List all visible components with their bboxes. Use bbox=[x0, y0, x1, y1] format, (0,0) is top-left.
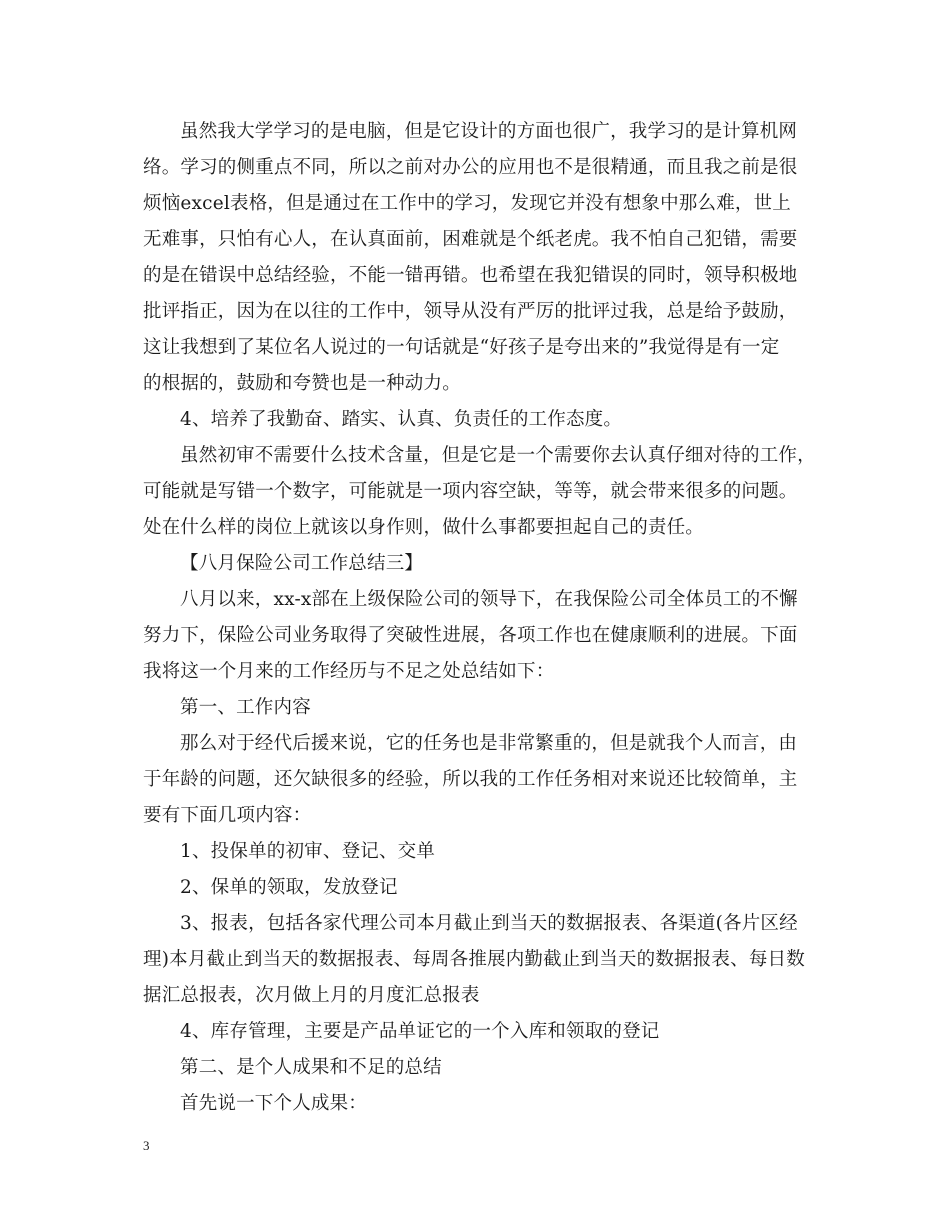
paragraph-line: 据汇总报表，次月做上月的月度汇总报表 bbox=[143, 985, 480, 1006]
paragraph-line: 无难事，只怕有心人，在认真面前，困难就是个纸老虎。我不怕自己犯错，需要 bbox=[143, 229, 798, 250]
subheading: 第一、工作内容 bbox=[180, 697, 311, 718]
paragraph-line: 那么对于经代后援来说，它的任务也是非常繁重的，但是就我个人而言，由 bbox=[180, 733, 798, 754]
paragraph-line: 于年龄的问题，还欠缺很多的经验，所以我的工作任务相对来说还比较简单，主 bbox=[143, 769, 798, 790]
list-item: 2、保单的领取，发放登记 bbox=[180, 877, 398, 898]
subheading: 第二、是个人成果和不足的总结 bbox=[180, 1057, 442, 1078]
paragraph-line: 处在什么样的岗位上就该以身作则，做什么事都要担起自己的责任。 bbox=[143, 517, 705, 538]
paragraph-line: 我将这一个月来的工作经历与不足之处总结如下： bbox=[143, 661, 555, 682]
paragraph-line: 要有下面几项内容： bbox=[143, 805, 312, 826]
paragraph-line: 烦恼excel表格，但是通过在工作中的学习，发现它并没有想象中那么难，世上 bbox=[143, 193, 792, 214]
section-heading: 【八月保险公司工作总结三】 bbox=[180, 553, 424, 574]
paragraph-line: 理)本月截止到当天的数据报表、每周各推展内勤截止到当天的数据报表、每日数 bbox=[143, 949, 805, 970]
paragraph-line: 络。学习的侧重点不同，所以之前对办公的应用也不是很精通，而且我之前是很 bbox=[143, 157, 798, 178]
list-item: 3、报表，包括各家代理公司本月截止到当天的数据报表、各渠道(各片区经 bbox=[180, 913, 798, 934]
paragraph-line: 首先说一下个人成果： bbox=[180, 1093, 368, 1114]
paragraph-line: 的根据的，鼓励和夸赞也是一种动力。 bbox=[143, 373, 461, 394]
list-item: 1、投保单的初审、登记、交单 bbox=[180, 841, 436, 862]
paragraph-line: 可能就是写错一个数字，可能就是一项内容空缺，等等，就会带来很多的问题。 bbox=[143, 481, 798, 502]
paragraph-line: 批评指正，因为在以往的工作中，领导从没有严厉的批评过我，总是给予鼓励， bbox=[143, 301, 798, 322]
paragraph-line: 努力下，保险公司业务取得了突破性进展，各项工作也在健康顺利的进展。下面 bbox=[143, 625, 798, 646]
paragraph-line: 的是在错误中总结经验，不能一错再错。也希望在我犯错误的同时，领导积极地 bbox=[143, 265, 798, 286]
list-item: 4、库存管理，主要是产品单证它的一个入库和领取的登记 bbox=[180, 1021, 660, 1042]
list-item: 4、培养了我勤奋、踏实、认真、负责任的工作态度。 bbox=[180, 409, 623, 430]
paragraph-line: 八月以来，xx-x部在上级保险公司的领导下，在我保险公司全体员工的不懈 bbox=[180, 589, 798, 610]
page-number: 3 bbox=[143, 1138, 150, 1153]
paragraph-line: 虽然我大学学习的是电脑，但是它设计的方面也很广，我学习的是计算机网 bbox=[180, 121, 798, 142]
paragraph-line: 这让我想到了某位名人说过的一句话就是“好孩子是夸出来的”我觉得是有一定 bbox=[143, 337, 780, 358]
paragraph-line: 虽然初审不需要什么技术含量，但是它是一个需要你去认真仔细对待的工作， bbox=[180, 445, 816, 466]
